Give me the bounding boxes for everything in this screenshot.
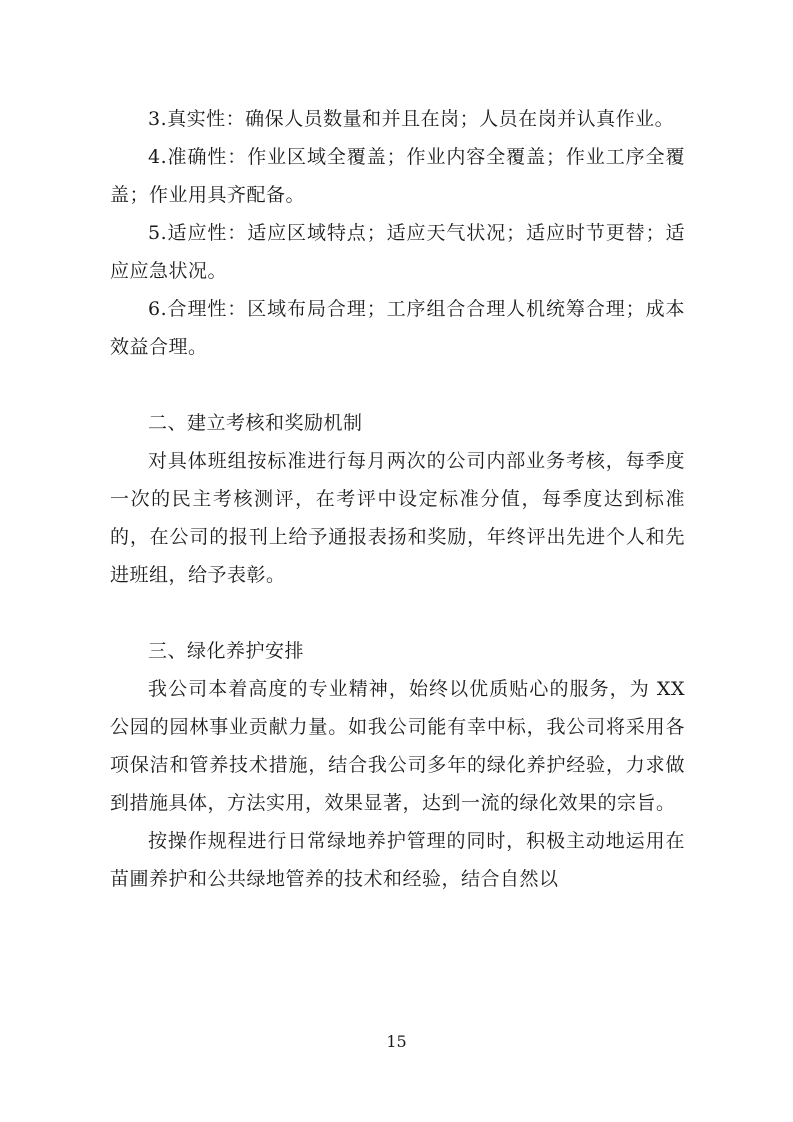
item-rationality: 6.合理性：区域布局合理；工序组合合理人机统筹合理；成本效益合理。 (110, 298, 685, 358)
page-number: 15 (386, 1032, 407, 1051)
section-3-paragraph-2: 按操作规程进行日常绿地养护管理的同时，积极主动地运用在苗圃养护和公共绿地管养的技术和经验，结合自然以 (110, 830, 685, 890)
document-body (110, 100, 685, 898)
section-spacer (110, 594, 685, 632)
section-spacer (110, 366, 685, 404)
item-adaptability: 5.适应性：适应区域特点；适应天气状况；适应时节更替；适应应急状况。 (110, 222, 685, 282)
section-2-heading: 二、建立考核和奖励机制 (148, 412, 363, 434)
item-accuracy: 4.准确性：作业区域全覆盖；作业内容全覆盖；作业工序全覆盖；作业用具齐配备。 (110, 146, 685, 206)
section-3-heading: 三、绿化养护安排 (148, 640, 305, 662)
section-2-paragraph: 对具体班组按标准进行每月两次的公司内部业务考核，每季度一次的民主考核测评，在考评中设定标准分值，每季度达到标准的，在公司的报刊上给予通报表扬和奖励，年终评出先进个人和先进班组，给予表彰。 (110, 450, 685, 586)
item-authenticity: 3.真实性：确保人员数量和并且在岗；人员在岗并认真作业。 (148, 108, 675, 130)
section-3-paragraph-1: 我公司本着高度的专业精神，始终以优质贴心的服务，为 XX 公园的园林事业贡献力量。如我公司能有幸中标，我公司将采用各项保洁和管养技术措施，结合我公司多年的绿化养护经验，力求做到措施具体，方法实用，效果显著，达到一流的绿化效果的宗旨。 (110, 678, 685, 814)
